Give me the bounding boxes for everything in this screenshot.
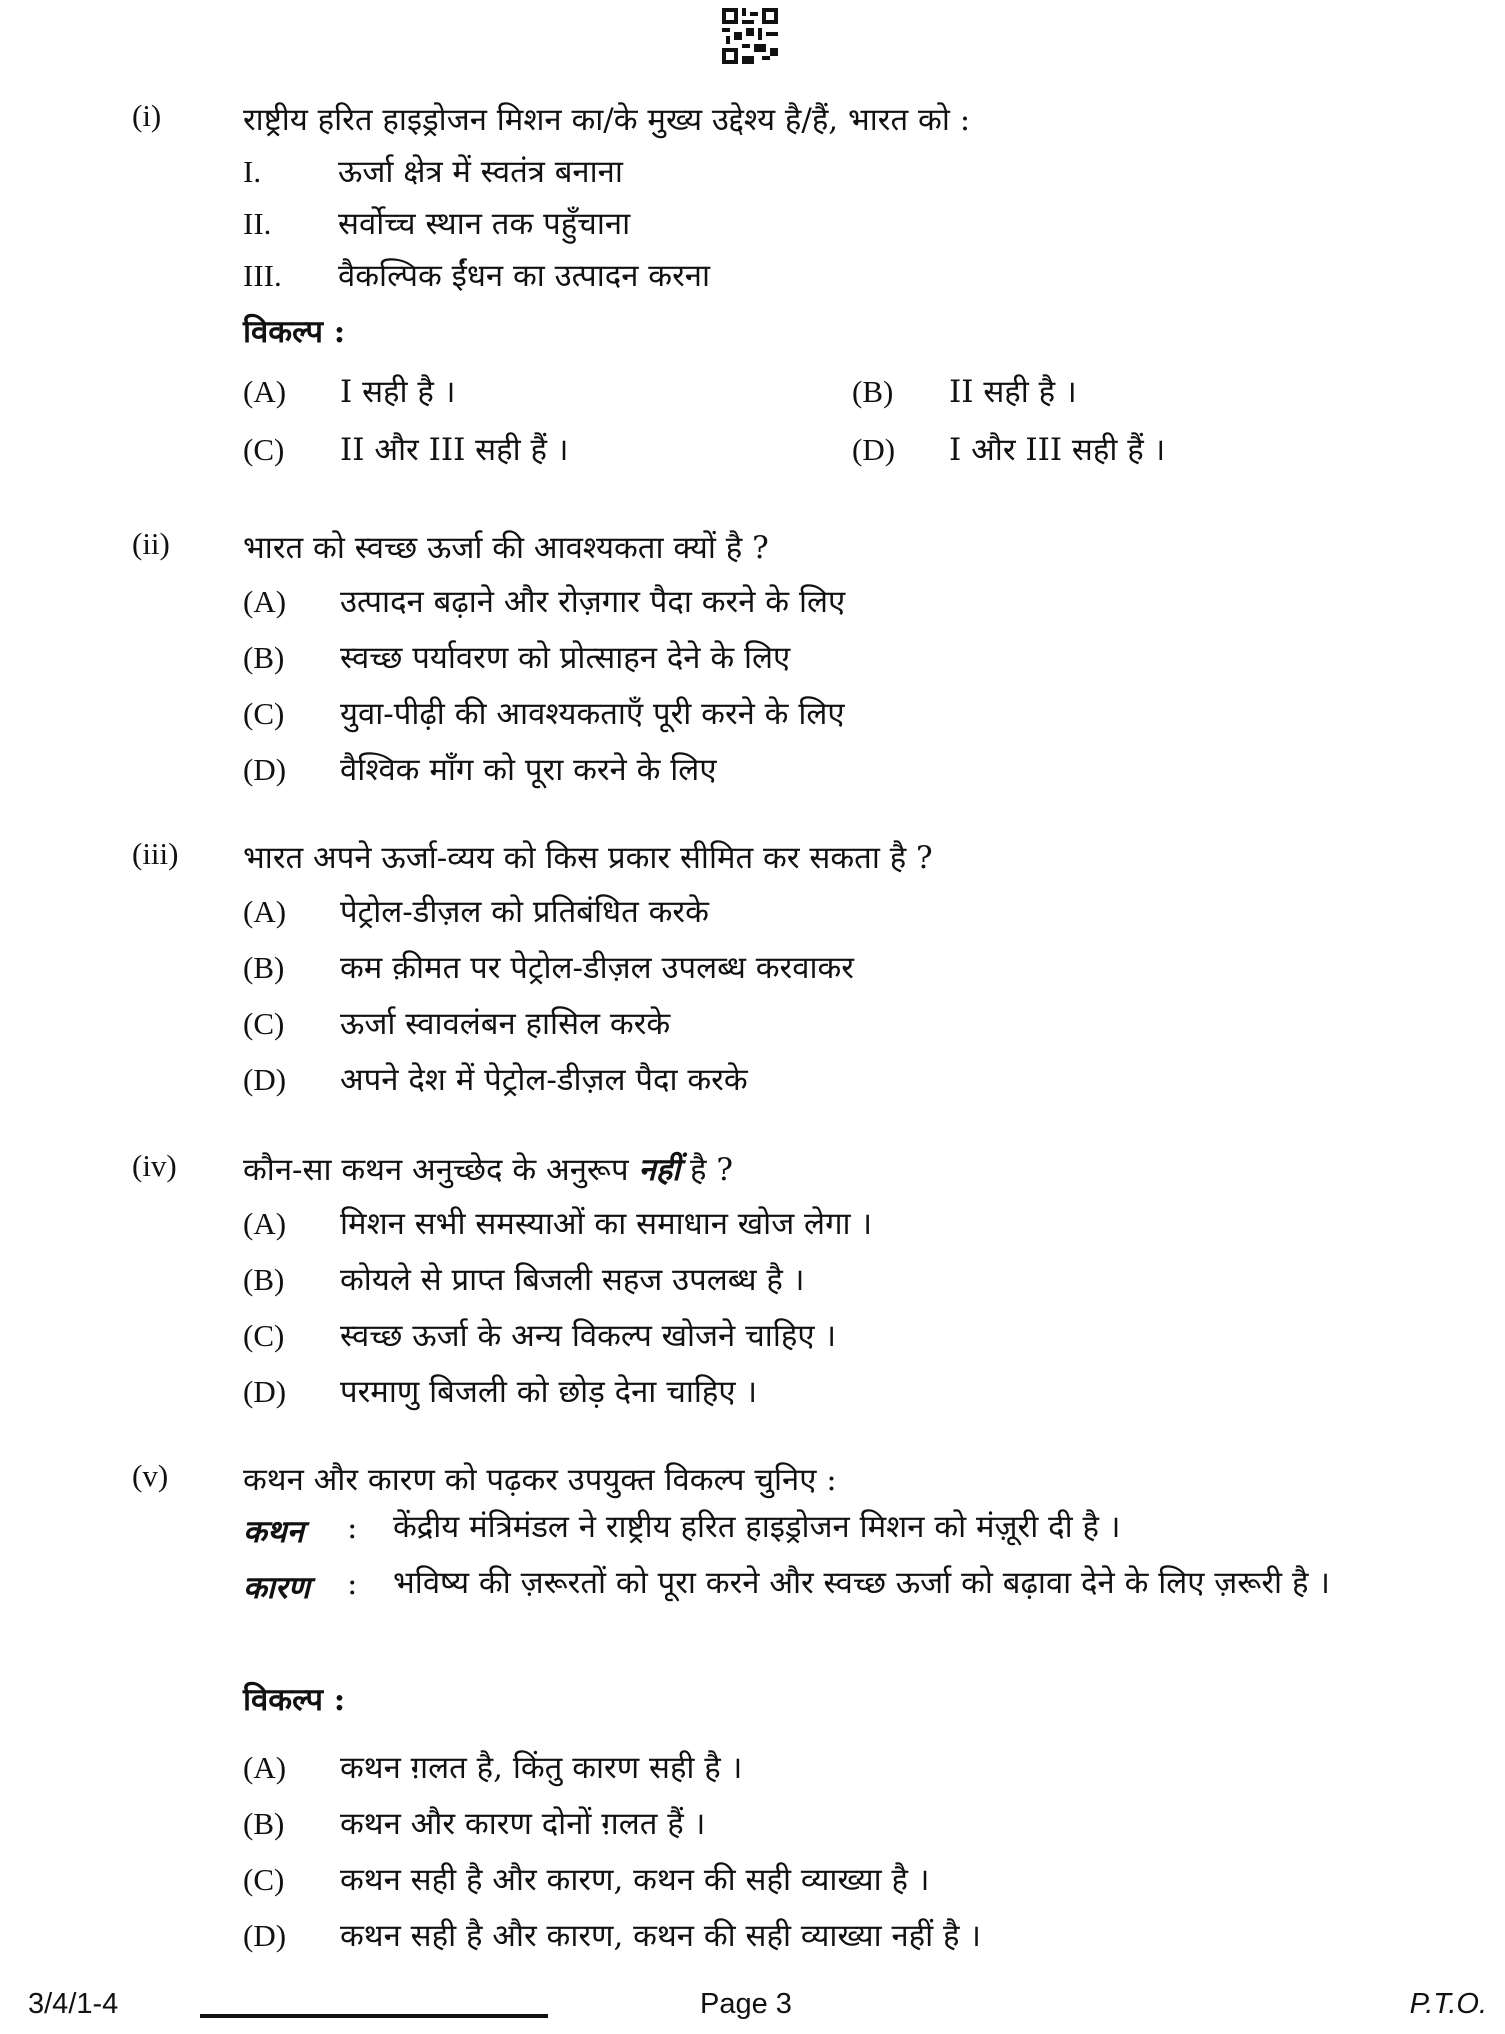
option-c[interactable]: (C) कथन सही है और कारण, कथन की सही व्याख्या है । [243, 1862, 930, 1898]
option-b[interactable]: (B) II सही है । [852, 374, 1077, 410]
option-d[interactable]: (D) परमाणु बिजली को छोड़ देना चाहिए । [243, 1374, 758, 1410]
options-heading: विकल्प : [243, 1682, 346, 1718]
options-heading: विकल्प : [243, 314, 346, 350]
option-a[interactable]: (A) उत्पादन बढ़ाने और रोज़गार पैदा करने के लिए [243, 584, 846, 620]
option-b[interactable]: (B) स्वच्छ पर्यावरण को प्रोत्साहन देने के लिए [243, 640, 791, 676]
question-text: राष्ट्रीय हरित हाइड्रोजन मिशन का/के मुख्य उद्देश्य है/हैं, भारत को : [243, 102, 971, 138]
option-d[interactable]: (D) वैश्विक माँग को पूरा करने के लिए [243, 752, 717, 788]
assertion-text: केंद्रीय मंत्रिमंडल ने राष्ट्रीय हरित हाइड्रोजन मिशन को मंज़ूरी दी है । [393, 1509, 1121, 1545]
reason-text: भविष्य की ज़रूरतों को पूरा करने और स्वच्छ ऊर्जा को बढ़ावा देने के लिए ज़रूरी है । [393, 1565, 1331, 1601]
question-text: कौन-सा कथन अनुच्छेद के अनुरूप नहीं है ? [243, 1152, 733, 1188]
statement-item: III. वैकल्पिक ईंधन का उत्पादन करना [243, 258, 710, 294]
option-d[interactable]: (D) कथन सही है और कारण, कथन की सही व्याख्या नहीं है । [243, 1918, 982, 1954]
option-c[interactable]: (C) II और III सही हैं । [243, 432, 569, 468]
please-turn-over: P.T.O. [1409, 1988, 1487, 2020]
question-number: (v) [132, 1458, 169, 1493]
option-b[interactable]: (B) कथन और कारण दोनों ग़लत हैं । [243, 1806, 706, 1842]
reason-label: कारण [243, 1570, 310, 1606]
option-c[interactable]: (C) युवा-पीढ़ी की आवश्यकताएँ पूरी करने के लिए [243, 696, 845, 732]
option-c[interactable]: (C) स्वच्छ ऊर्जा के अन्य विकल्प खोजने चाहिए । [243, 1318, 837, 1354]
option-a[interactable]: (A) पेट्रोल-डीज़ल को प्रतिबंधित करके [243, 894, 709, 930]
question-text: भारत अपने ऊर्जा-व्यय को किस प्रकार सीमित कर सकता है ? [243, 840, 933, 876]
emphasis-not: नहीं [638, 1152, 681, 1188]
option-c[interactable]: (C) ऊर्जा स्वावलंबन हासिल करके [243, 1006, 671, 1042]
question-number: (i) [132, 98, 162, 133]
question-number: (iii) [132, 836, 179, 871]
option-a[interactable]: (A) मिशन सभी समस्याओं का समाधान खोज लेगा । [243, 1206, 873, 1242]
statement-item: II. सर्वोच्च स्थान तक पहुँचाना [243, 206, 631, 242]
page-number: Page 3 [700, 1988, 792, 2020]
qr-code-icon [722, 8, 778, 64]
question-number: (ii) [132, 526, 170, 561]
option-a[interactable]: (A) I सही है । [243, 374, 456, 410]
page-footer [0, 1988, 1505, 2032]
question-number: (iv) [132, 1148, 177, 1183]
option-d[interactable]: (D) अपने देश में पेट्रोल-डीज़ल पैदा करके [243, 1062, 748, 1098]
footer-divider [200, 2014, 548, 2018]
option-d[interactable]: (D) I और III सही हैं । [852, 432, 1166, 468]
question-text: भारत को स्वच्छ ऊर्जा की आवश्यकता क्यों है ? [243, 530, 769, 566]
assertion-label: कथन [243, 1514, 304, 1550]
statement-item: I. ऊर्जा क्षेत्र में स्वतंत्र बनाना [243, 154, 623, 190]
option-a[interactable]: (A) कथन ग़लत है, किंतु कारण सही है । [243, 1750, 743, 1786]
question-text: कथन और कारण को पढ़कर उपयुक्त विकल्प चुनिए : [243, 1462, 837, 1498]
option-b[interactable]: (B) कोयले से प्राप्त बिजली सहज उपलब्ध है । [243, 1262, 805, 1298]
paper-code: 3/4/1-4 [28, 1988, 119, 2020]
option-b[interactable]: (B) कम क़ीमत पर पेट्रोल-डीज़ल उपलब्ध करवाकर [243, 950, 854, 986]
